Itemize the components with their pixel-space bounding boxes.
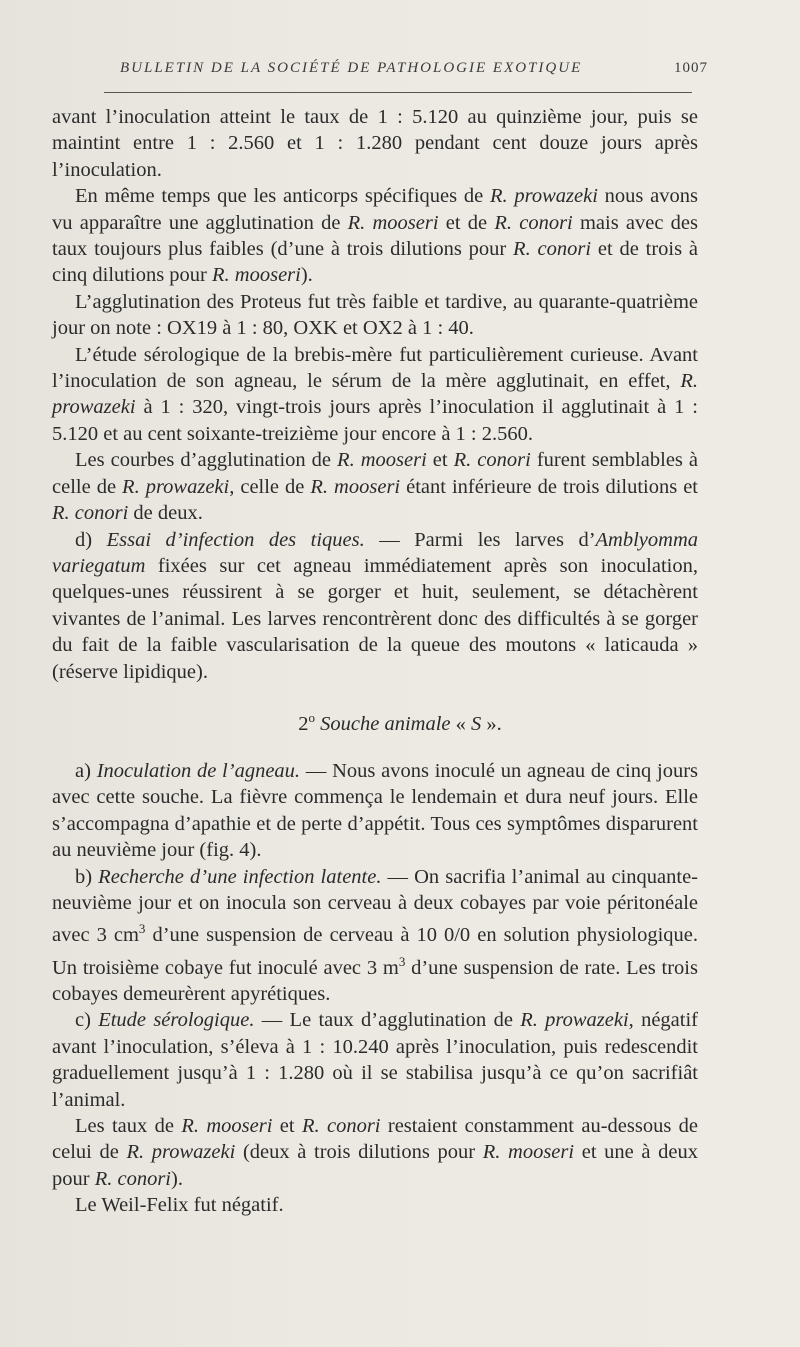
paragraph — [52, 104, 698, 183]
text-span: L’étude sérologique de la brebis-mère fut particulièrement curieuse. Avant l’inoculation de son agneau, le sérum de la mère agglutinait, en effet, — [52, 343, 698, 393]
text-span: et de — [438, 211, 495, 234]
paragraph — [52, 864, 698, 1008]
text-span: — Le taux d’agglutination de — [254, 1009, 521, 1032]
text-span: nous avons vu apparaître une agglutination de — [52, 185, 698, 234]
italic-text: R. conori — [494, 211, 573, 234]
italic-text: Inoculation de l’agneau. — [96, 760, 301, 782]
text-span: d) — [75, 528, 107, 551]
paragraph — [52, 183, 698, 289]
paragraph — [52, 1113, 698, 1192]
italic-text: R. prowazeki — [52, 370, 698, 419]
text-span: L’agglutination des Proteus fut très faible et tardive, au quarante-quatrième jour on note : OX19 à 1 : 80, OXK et OX2 à 1 : 40. — [52, 290, 698, 340]
italic-text: R. conori — [94, 1167, 171, 1190]
text-span: mais avec des taux toujours plus faibles (d’une à trois dilutions pour — [52, 211, 698, 261]
body-text-lower — [52, 758, 698, 1219]
text-span: et de trois à cinq dilutions pour — [52, 238, 698, 287]
text-span: avant l’inoculation atteint le taux de 1 : 5.120 au quinzième jour, puis se maintint entre 1 : 2.560 et 1 : 1.280 pendant cent douze jours après l’inoculation. — [52, 106, 698, 181]
paragraph — [52, 342, 698, 448]
page-number: 1007 — [674, 60, 708, 76]
paragraph — [52, 527, 698, 685]
text-span: d’une suspension de cerveau à 10 0/0 en solution physiologique. Un troisième cobaye fut inoculé avec 3 m — [52, 924, 698, 979]
body-text-upper — [52, 104, 698, 685]
italic-text: R. mooseri — [181, 1114, 273, 1137]
italic-text: Amblyomma variegatum — [52, 528, 699, 577]
text-span: furent semblables à celle de — [52, 449, 699, 498]
section-quote-close: ». — [486, 712, 502, 735]
italic-text: R. conori — [513, 238, 592, 261]
header-rule — [104, 92, 692, 93]
running-title: BULLETIN DE LA SOCIÉTÉ DE PATHOLOGIE EXOTIQUE — [120, 60, 583, 76]
text-span: de deux. — [128, 502, 203, 525]
paragraph — [52, 289, 698, 342]
italic-text: R. prowazeki — [126, 1141, 236, 1164]
italic-text: R. mooseri — [347, 211, 439, 234]
superscript: 3 — [398, 953, 406, 969]
text-span: (deux à trois dilutions pour — [235, 1141, 483, 1164]
text-span: , celle de — [229, 475, 311, 498]
text-span: d’une suspension de rate. Les trois cobayes demeurèrent apyrétiques. — [52, 956, 698, 1005]
section-quote-open: « — [455, 712, 466, 735]
text-span: à 1 : 320, vingt-trois jours après l’inoculation il agglutinait à 1 : 5.120 et au cent soixante-treizième jour encore à 1 : 2.560. — [52, 396, 698, 445]
text-span: En même temps que les anticorps spécifiques de — [75, 185, 490, 208]
italic-text: R. conori — [453, 449, 531, 472]
text-span: ). — [300, 264, 313, 287]
section-number: 2 — [298, 712, 309, 735]
text-span: étant inférieure de trois dilutions et — [400, 475, 699, 498]
section-title: Souche animale — [320, 712, 451, 735]
text-span: — Nous avons inoculé un agneau de cinq jours avec cette souche. La fièvre commença le lendemain et dura neuf jours. Elle s’accompagna d’apathie et de perte d’appétit. Tous ces symptômes disparurent au neuvième jour (fig. 4). — [52, 760, 698, 862]
text-span: b) — [75, 865, 99, 888]
italic-text: R. prowazeki — [489, 185, 598, 208]
text-span: Le Weil-Felix fut négatif. — [75, 1194, 284, 1217]
paragraph — [52, 1192, 698, 1218]
running-header — [120, 60, 708, 77]
superscript: 3 — [138, 921, 146, 937]
text-span: a) — [75, 760, 97, 782]
italic-text: R. conori — [52, 502, 129, 525]
text-span: — Parmi les larves d’ — [364, 528, 596, 551]
text-span: fixées sur cet agneau immédiatement après son inoculation, quelques-unes réussirent à se gorger et huit, seulement, se détachèrent vivantes de l’animal. Les larves rencontrèrent donc des difficultés à se gorger du fait de la faible vascularisation de la queue des moutons « laticauda » (réserve lipidique). — [52, 554, 698, 683]
text-span: — On sacrifia l’animal au cinquante-neuvième jour et on inocula son cerveau à deux cobayes par voie péritonéale avec 3 cm — [52, 865, 698, 947]
text-span: , négatif avant l’inoculation, s’éleva à 1 : 10.240 après l’inoculation, puis redescendit graduellement jusqu’à 1 : 1.280 où il se stabilisa jusqu’à ce qu’on sacrifiât l’animal. — [52, 1009, 698, 1111]
text-span: et — [272, 1114, 302, 1137]
text-span: et une à deux pour — [52, 1141, 698, 1190]
text-span: Les taux de — [75, 1114, 182, 1137]
italic-text: R. mooseri — [482, 1141, 575, 1164]
italic-text: Essai d’infection des tiques. — [106, 528, 365, 551]
italic-text: R. prowazeki — [520, 1009, 629, 1032]
italic-text: R. mooseri — [212, 264, 301, 287]
italic-text: Etude sérologique. — [98, 1009, 255, 1032]
italic-text: Recherche d’une infection latente. — [98, 865, 382, 888]
paragraph — [52, 758, 698, 864]
text-span: ). — [171, 1167, 183, 1190]
italic-text: R. conori — [301, 1114, 381, 1137]
paragraph — [52, 1007, 698, 1113]
italic-text: R. mooseri — [310, 475, 401, 498]
section-heading — [0, 710, 800, 736]
text-span: et — [426, 449, 454, 472]
text-span: restaient constamment au-dessous de celui de — [52, 1114, 699, 1164]
text-span: Les courbes d’agglutination de — [75, 449, 338, 472]
section-letter: S — [471, 712, 482, 735]
italic-text: R. mooseri — [337, 449, 427, 472]
italic-text: R. prowazeki — [122, 475, 230, 498]
section-number-superscript: o — [308, 710, 315, 725]
text-span: c) — [75, 1009, 99, 1032]
paragraph — [52, 447, 698, 526]
